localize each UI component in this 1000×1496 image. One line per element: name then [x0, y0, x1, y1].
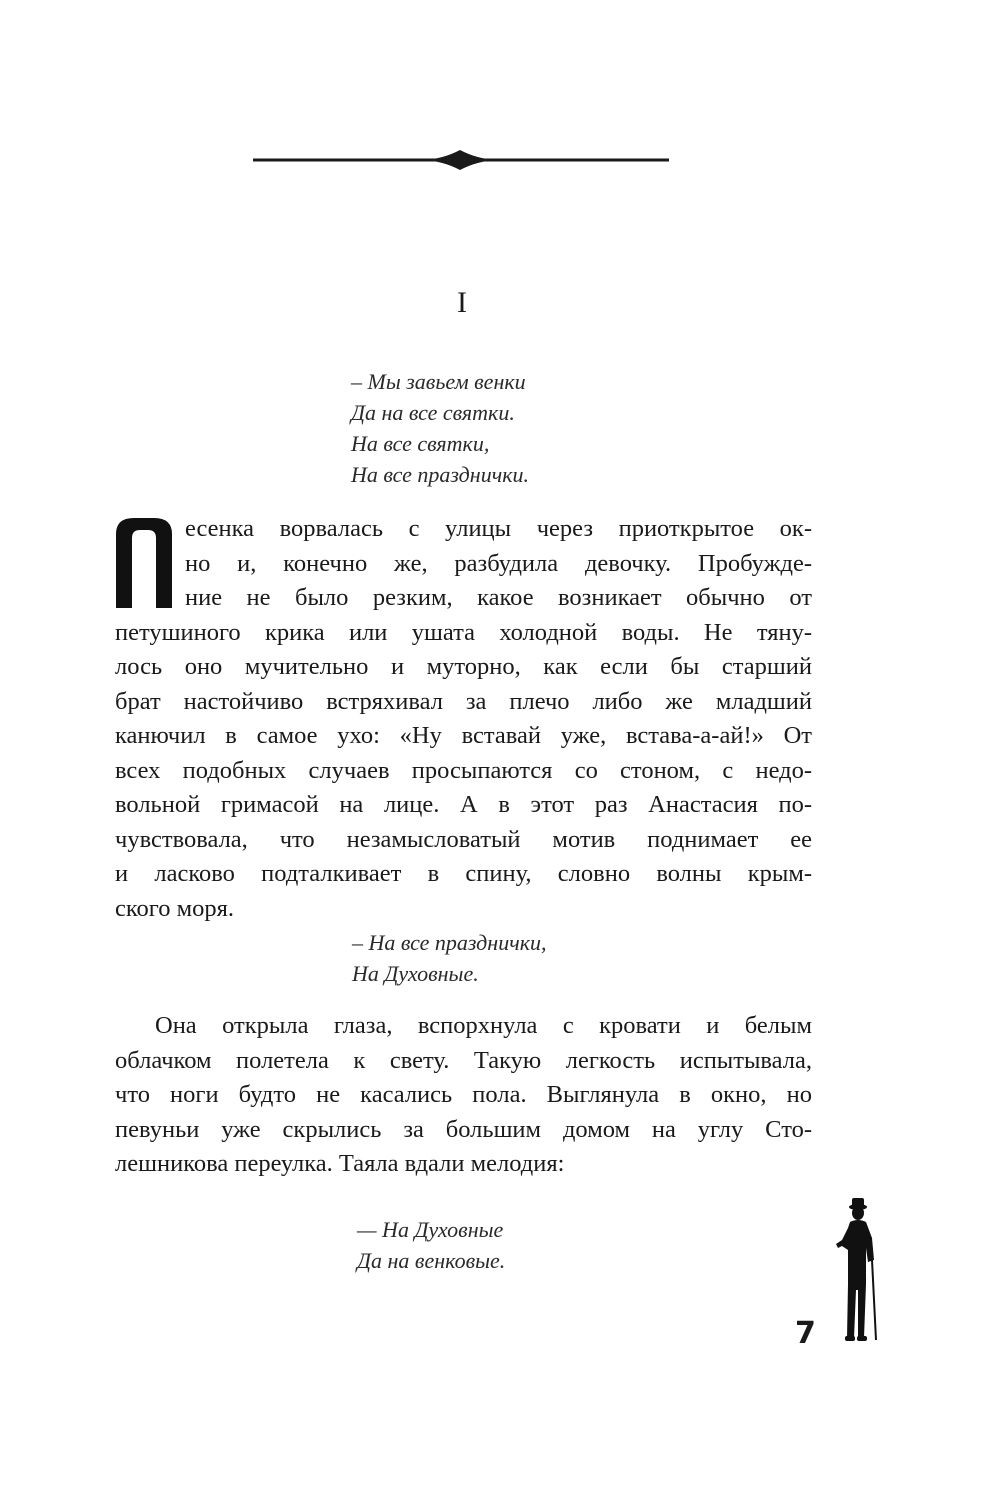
text-line: и ласково подталкивает в спину, словно волны крым-: [115, 860, 812, 887]
verse-interlude: [352, 927, 547, 989]
text-line: канючил в самое ухо: «Ну вставай уже, встава-а-ай!» От: [115, 722, 812, 749]
text-line: лось оно мучительно и муторно, как если бы старший: [115, 653, 812, 680]
text-line: но и, конечно же, разбудила девочку. Пробужде-: [185, 549, 812, 577]
text-line: ского моря.: [115, 894, 234, 922]
text-line: брат настойчиво встряхивал за плечо либо же младший: [115, 687, 812, 715]
text-line: что ноги будто не касались пола. Выглянула в окно, но: [115, 1081, 812, 1108]
text-line: облачком полетела к свету. Такую легкость испытывала,: [115, 1046, 812, 1074]
paragraph-2: [115, 1009, 812, 1182]
text-line: всех подобных случаев просыпаются со стоном, с недо-: [115, 756, 812, 784]
verse-line: Да на все святки.: [351, 400, 515, 425]
text-line: певуньи уже скрылись за большим домом на углу Сто-: [115, 1115, 812, 1143]
verse-line: – Мы завьем венки: [351, 369, 526, 394]
paragraph-1: [115, 512, 812, 926]
page-number: 7: [795, 1316, 816, 1351]
text-line: есенка ворвалась с улицы через приоткрытое ок-: [185, 515, 812, 542]
verse-line: Да на венковые.: [357, 1248, 506, 1273]
text-line: чувствовала, что незамысловатый мотив поднимает ее: [115, 825, 812, 853]
verse-line: На все святки,: [351, 431, 490, 456]
text-line: петушиного крика или ушата холодной воды. Не тяну-: [115, 618, 812, 646]
verse-line: На Духовные.: [352, 961, 479, 986]
verse-line: – На все празднички,: [352, 930, 547, 955]
text-line: Она открыла глаза, вспорхнула с кровати и белым: [155, 1012, 812, 1039]
verse-closing: [357, 1214, 505, 1276]
chapter-ornament: [253, 148, 669, 172]
text-line: лешникова переулка. Таяла вдали мелодия:: [115, 1150, 565, 1177]
gentleman-silhouette-icon: [828, 1198, 888, 1346]
text-line: ние не было резким, какое возникает обычно от: [185, 584, 812, 611]
verse-line: — На Духовные: [357, 1217, 504, 1242]
text-line: вольной гримасой на лице. А в этот раз Анастасия по-: [115, 791, 812, 818]
verse-epigraph: [351, 366, 529, 490]
verse-line: На все празднички.: [351, 462, 530, 487]
chapter-number: I: [457, 286, 467, 319]
